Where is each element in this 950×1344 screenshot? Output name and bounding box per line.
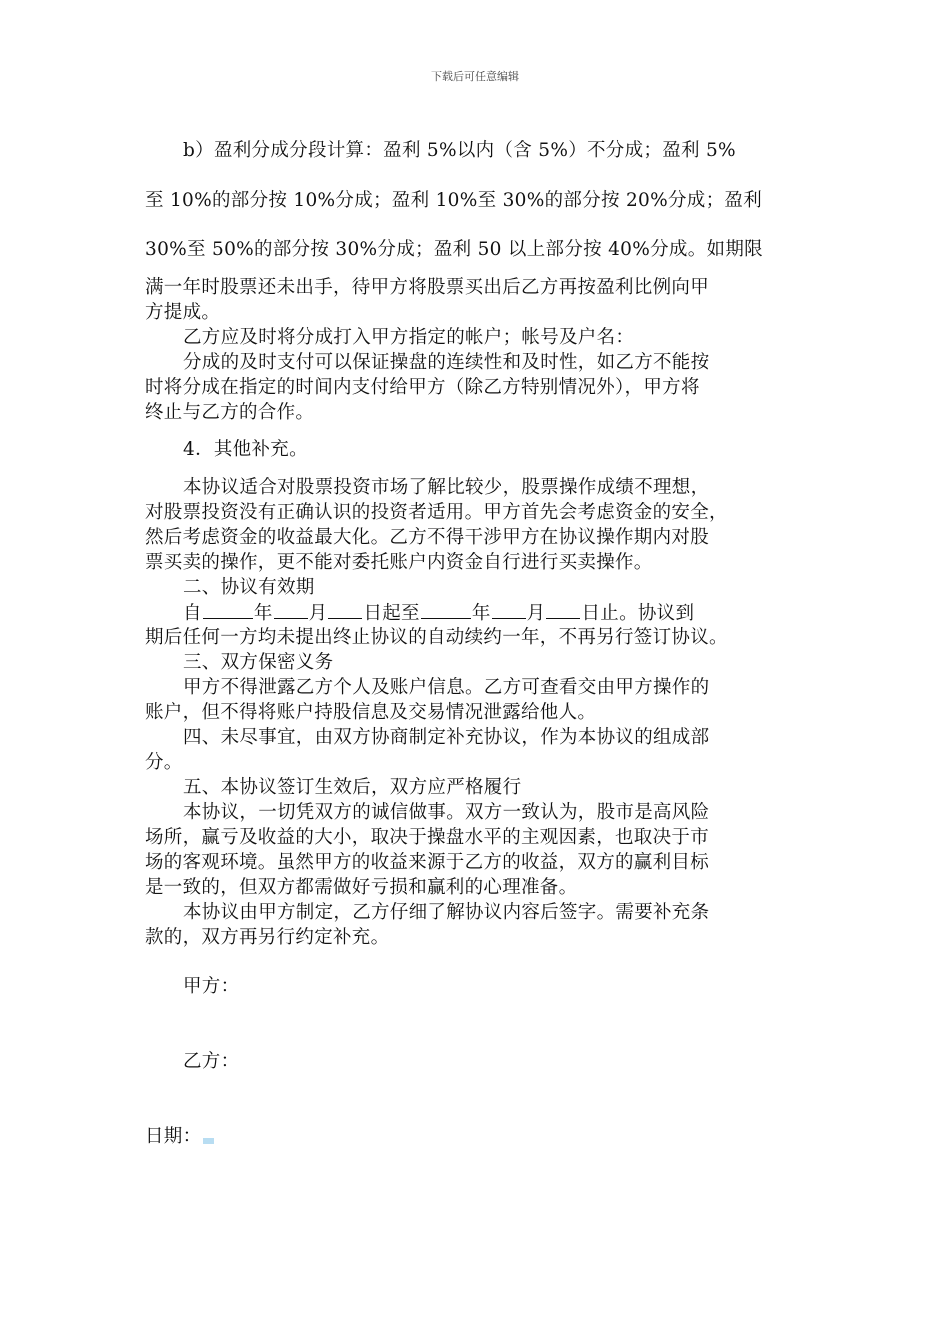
validity-month-label: 月 [308,603,328,624]
date-label: 日期： [145,1126,202,1147]
payment-line-2: 时将分成在指定的时间内支付给甲方（除乙方特别情况外），甲方将 [145,377,700,398]
clause-b-line-2: 至 10%的部分按 10%分成；盈利 10%至 30%的部分按 20%分成；盈利 [145,190,763,211]
effective-title: 五、本协议签订生效后，双方应严格履行 [183,777,522,798]
clause-b-line-1: b）盈利分成分段计算：盈利 5%以内（含 5%）不分成；盈利 5% [183,140,736,161]
effective-line-1: 本协议，一切凭双方的诚信做事。双方一致认为，股市是高风险 [183,802,710,823]
closing-line-2: 款的，双方再另行约定补充。 [145,927,390,948]
start-month-blank[interactable] [274,600,308,619]
effective-line-4: 是一致的，但双方都需做好亏损和赢利的心理准备。 [145,877,578,898]
effective-line-3: 场的客观环境。虽然甲方的收益来源于乙方的收益，双方的赢利目标 [145,852,710,873]
confidentiality-line-2: 账户，但不得将账户持股信息及交易情况泄露给他人。 [145,702,597,723]
start-day-blank[interactable] [328,600,362,619]
validity-month-label-end: 月 [526,603,546,624]
page-header: 下载后可任意编辑 [431,70,519,83]
section-4-title: 4．其他补充。 [183,439,308,460]
section-4-line-2: 对股票投资没有正确认识的投资者适用。甲方首先会考虑资金的安全， [145,502,728,523]
validity-day-from: 日起至 [363,603,420,624]
date-line [145,1124,214,1149]
outstanding-line-1: 四、未尽事宜，由双方协商制定补充协议，作为本协议的组成部 [183,727,710,748]
date-field[interactable] [203,1138,214,1144]
start-year-blank[interactable] [203,600,253,619]
section-4-line-4: 票买卖的操作，更不能对委托账户内资金自行进行买卖操作。 [145,552,653,573]
clause-b-line-4: 满一年时股票还未出手，待甲方将股票买出后乙方再按盈利比例向甲 [145,277,710,298]
outstanding-line-2: 分。 [145,752,183,773]
payment-line-1: 分成的及时支付可以保证操盘的连续性和及时性，如乙方不能按 [183,352,710,373]
validity-year-label: 年 [253,603,273,624]
clause-b-line-5: 方提成。 [145,302,221,323]
payment-line-3: 终止与乙方的合作。 [145,402,315,423]
validity-line-2: 期后任何一方均未提出终止协议的自动续约一年，不再另行签订协议。 [145,627,728,648]
party-b-signature-label: 乙方： [183,1051,240,1072]
closing-line-1: 本协议由甲方制定，乙方仔细了解协议内容后签字。需要补充条 [183,902,710,923]
party-a-signature-label: 甲方： [183,976,240,997]
validity-line-1 [183,600,694,626]
end-month-blank[interactable] [492,600,526,619]
effective-line-2: 场所，赢亏及收益的大小，取决于操盘水平的主观因素，也取决于市 [145,827,710,848]
clause-b-line-3: 30%至 50%的部分按 30%分成；盈利 50 以上部分按 40%分成。如期限 [145,239,763,260]
validity-year-label-end: 年 [471,603,491,624]
confidentiality-title: 三、双方保密义务 [183,652,334,673]
section-4-line-3: 然后考虑资金的收益最大化。乙方不得干涉甲方在协议操作期内对股 [145,527,710,548]
validity-day-to: 日止。协议到 [581,603,695,624]
validity-title: 二、协议有效期 [183,577,315,598]
account-line: 乙方应及时将分成打入甲方指定的帐户；帐号及户名： [183,327,635,348]
confidentiality-line-1: 甲方不得泄露乙方个人及账户信息。乙方可查看交由甲方操作的 [183,677,710,698]
end-year-blank[interactable] [421,600,471,619]
end-day-blank[interactable] [546,600,580,619]
validity-from: 自 [183,603,202,624]
section-4-line-1: 本协议适合对股票投资市场了解比较少，股票操作成绩不理想， [183,477,710,498]
